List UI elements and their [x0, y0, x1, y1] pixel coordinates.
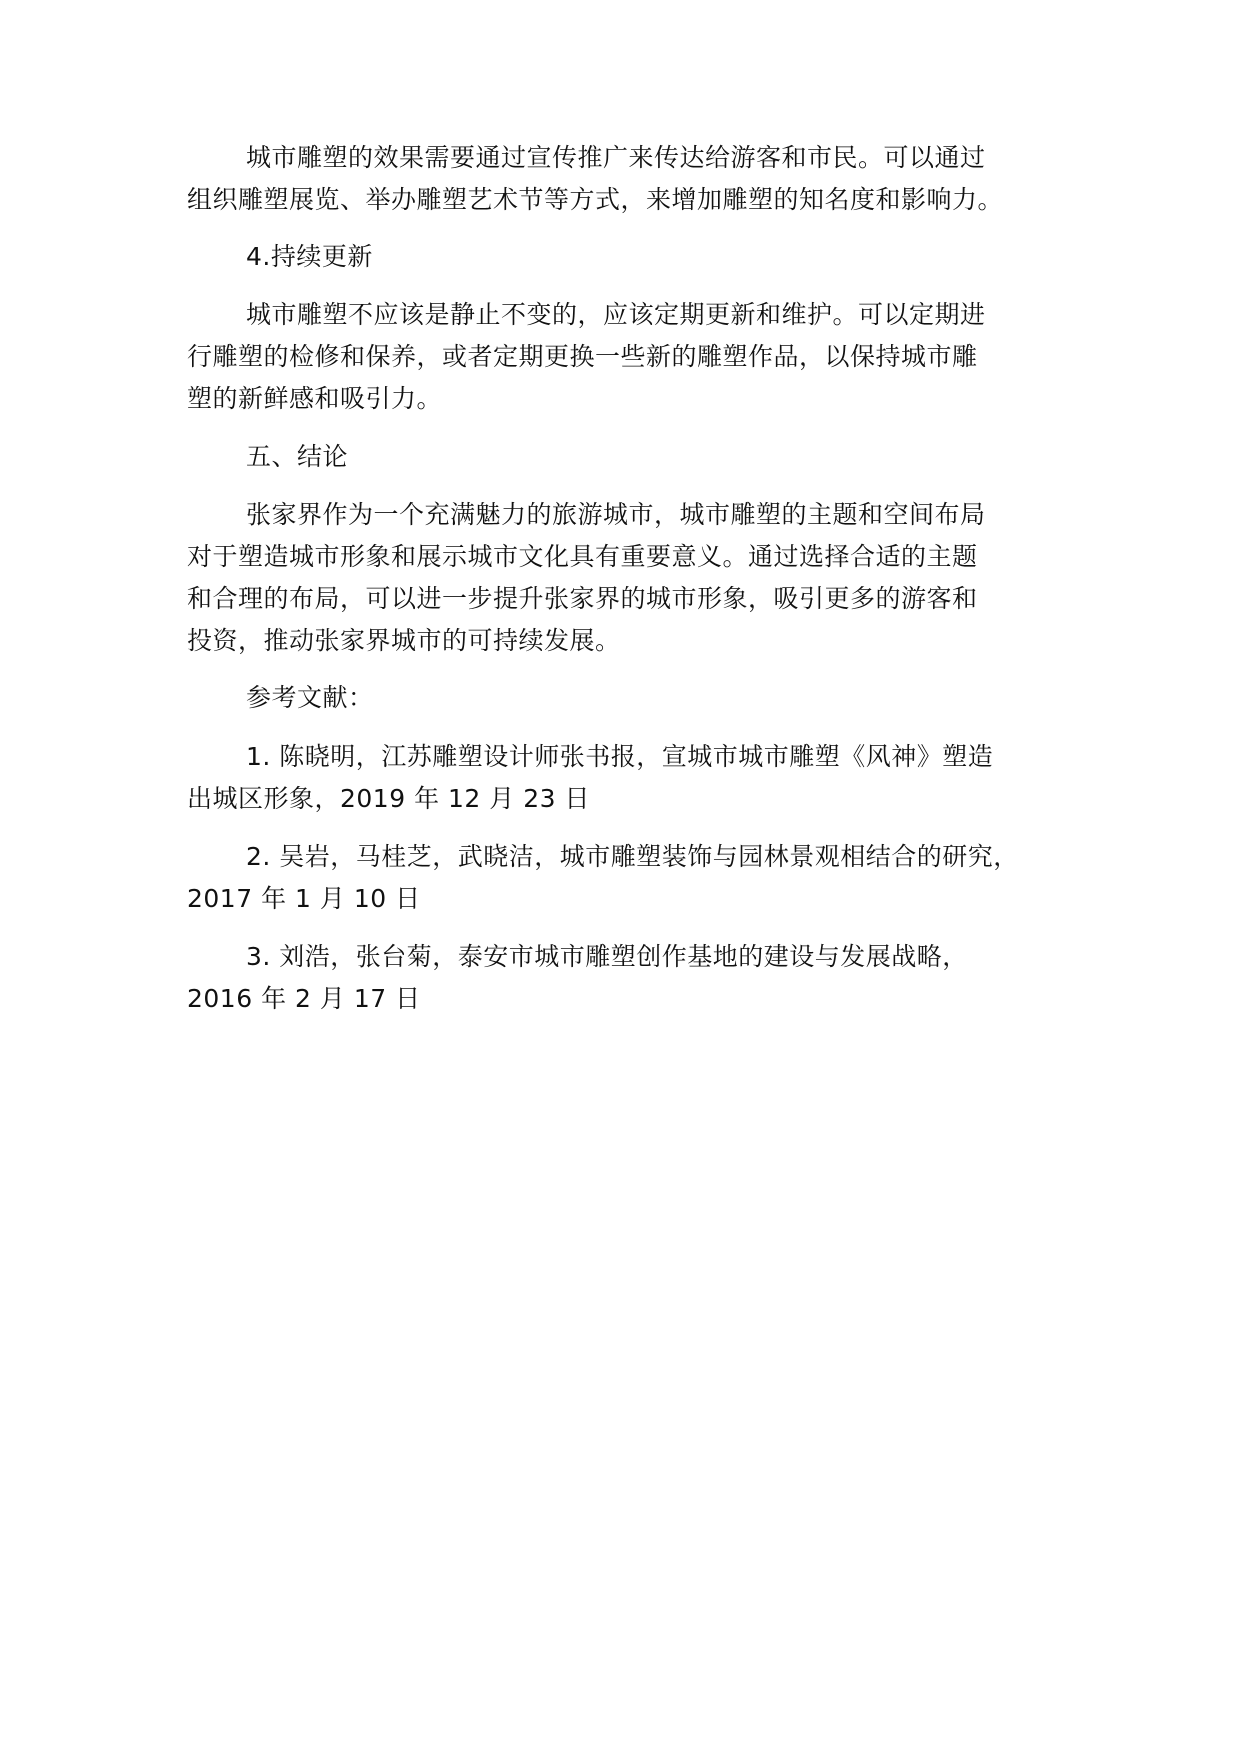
paragraph-promotion-line-2: 组织雕塑展览、举办雕塑艺术节等方式，来增加雕塑的知名度和影响力。 [187, 185, 1004, 214]
reference-1-line-2: 出城区形象，2019 年 12 月 23 日 [187, 784, 590, 813]
section-heading-conclusion: 五、结论 [246, 442, 349, 471]
references-heading: 参考文献： [246, 683, 374, 712]
reference-2-line-1: 2. 吴岩，马桂芝，武晓洁，城市雕塑装饰与园林景观相结合的研究， [246, 842, 1019, 871]
reference-3-line-1: 3. 刘浩，张台菊，泰安市城市雕塑创作基地的建设与发展战略， [246, 942, 968, 971]
paragraph-conclusion-line-1: 张家界作为一个充满魅力的旅游城市，城市雕塑的主题和空间布局 [246, 500, 986, 529]
paragraph-update-line-1: 城市雕塑不应该是静止不变的，应该定期更新和维护。可以定期进 [246, 300, 986, 329]
section-heading-continuous-update: 4.持续更新 [246, 242, 373, 271]
paragraph-conclusion-line-3: 和合理的布局，可以进一步提升张家界的城市形象，吸引更多的游客和 [187, 584, 978, 613]
reference-1-line-1: 1. 陈晓明，江苏雕塑设计师张书报，宣城市城市雕塑《风神》塑造 [246, 742, 994, 771]
paragraph-promotion-line-1: 城市雕塑的效果需要通过宣传推广来传达给游客和市民。可以通过 [246, 143, 986, 172]
reference-2-line-2: 2017 年 1 月 10 日 [187, 884, 421, 913]
paragraph-conclusion-line-4: 投资，推动张家界城市的可持续发展。 [187, 626, 621, 655]
paragraph-conclusion-line-2: 对于塑造城市形象和展示城市文化具有重要意义。通过选择合适的主题 [187, 542, 978, 571]
reference-3-line-2: 2016 年 2 月 17 日 [187, 984, 421, 1013]
paragraph-update-line-2: 行雕塑的检修和保养，或者定期更换一些新的雕塑作品，以保持城市雕 [187, 342, 978, 371]
paragraph-update-line-3: 塑的新鲜感和吸引力。 [187, 384, 443, 413]
